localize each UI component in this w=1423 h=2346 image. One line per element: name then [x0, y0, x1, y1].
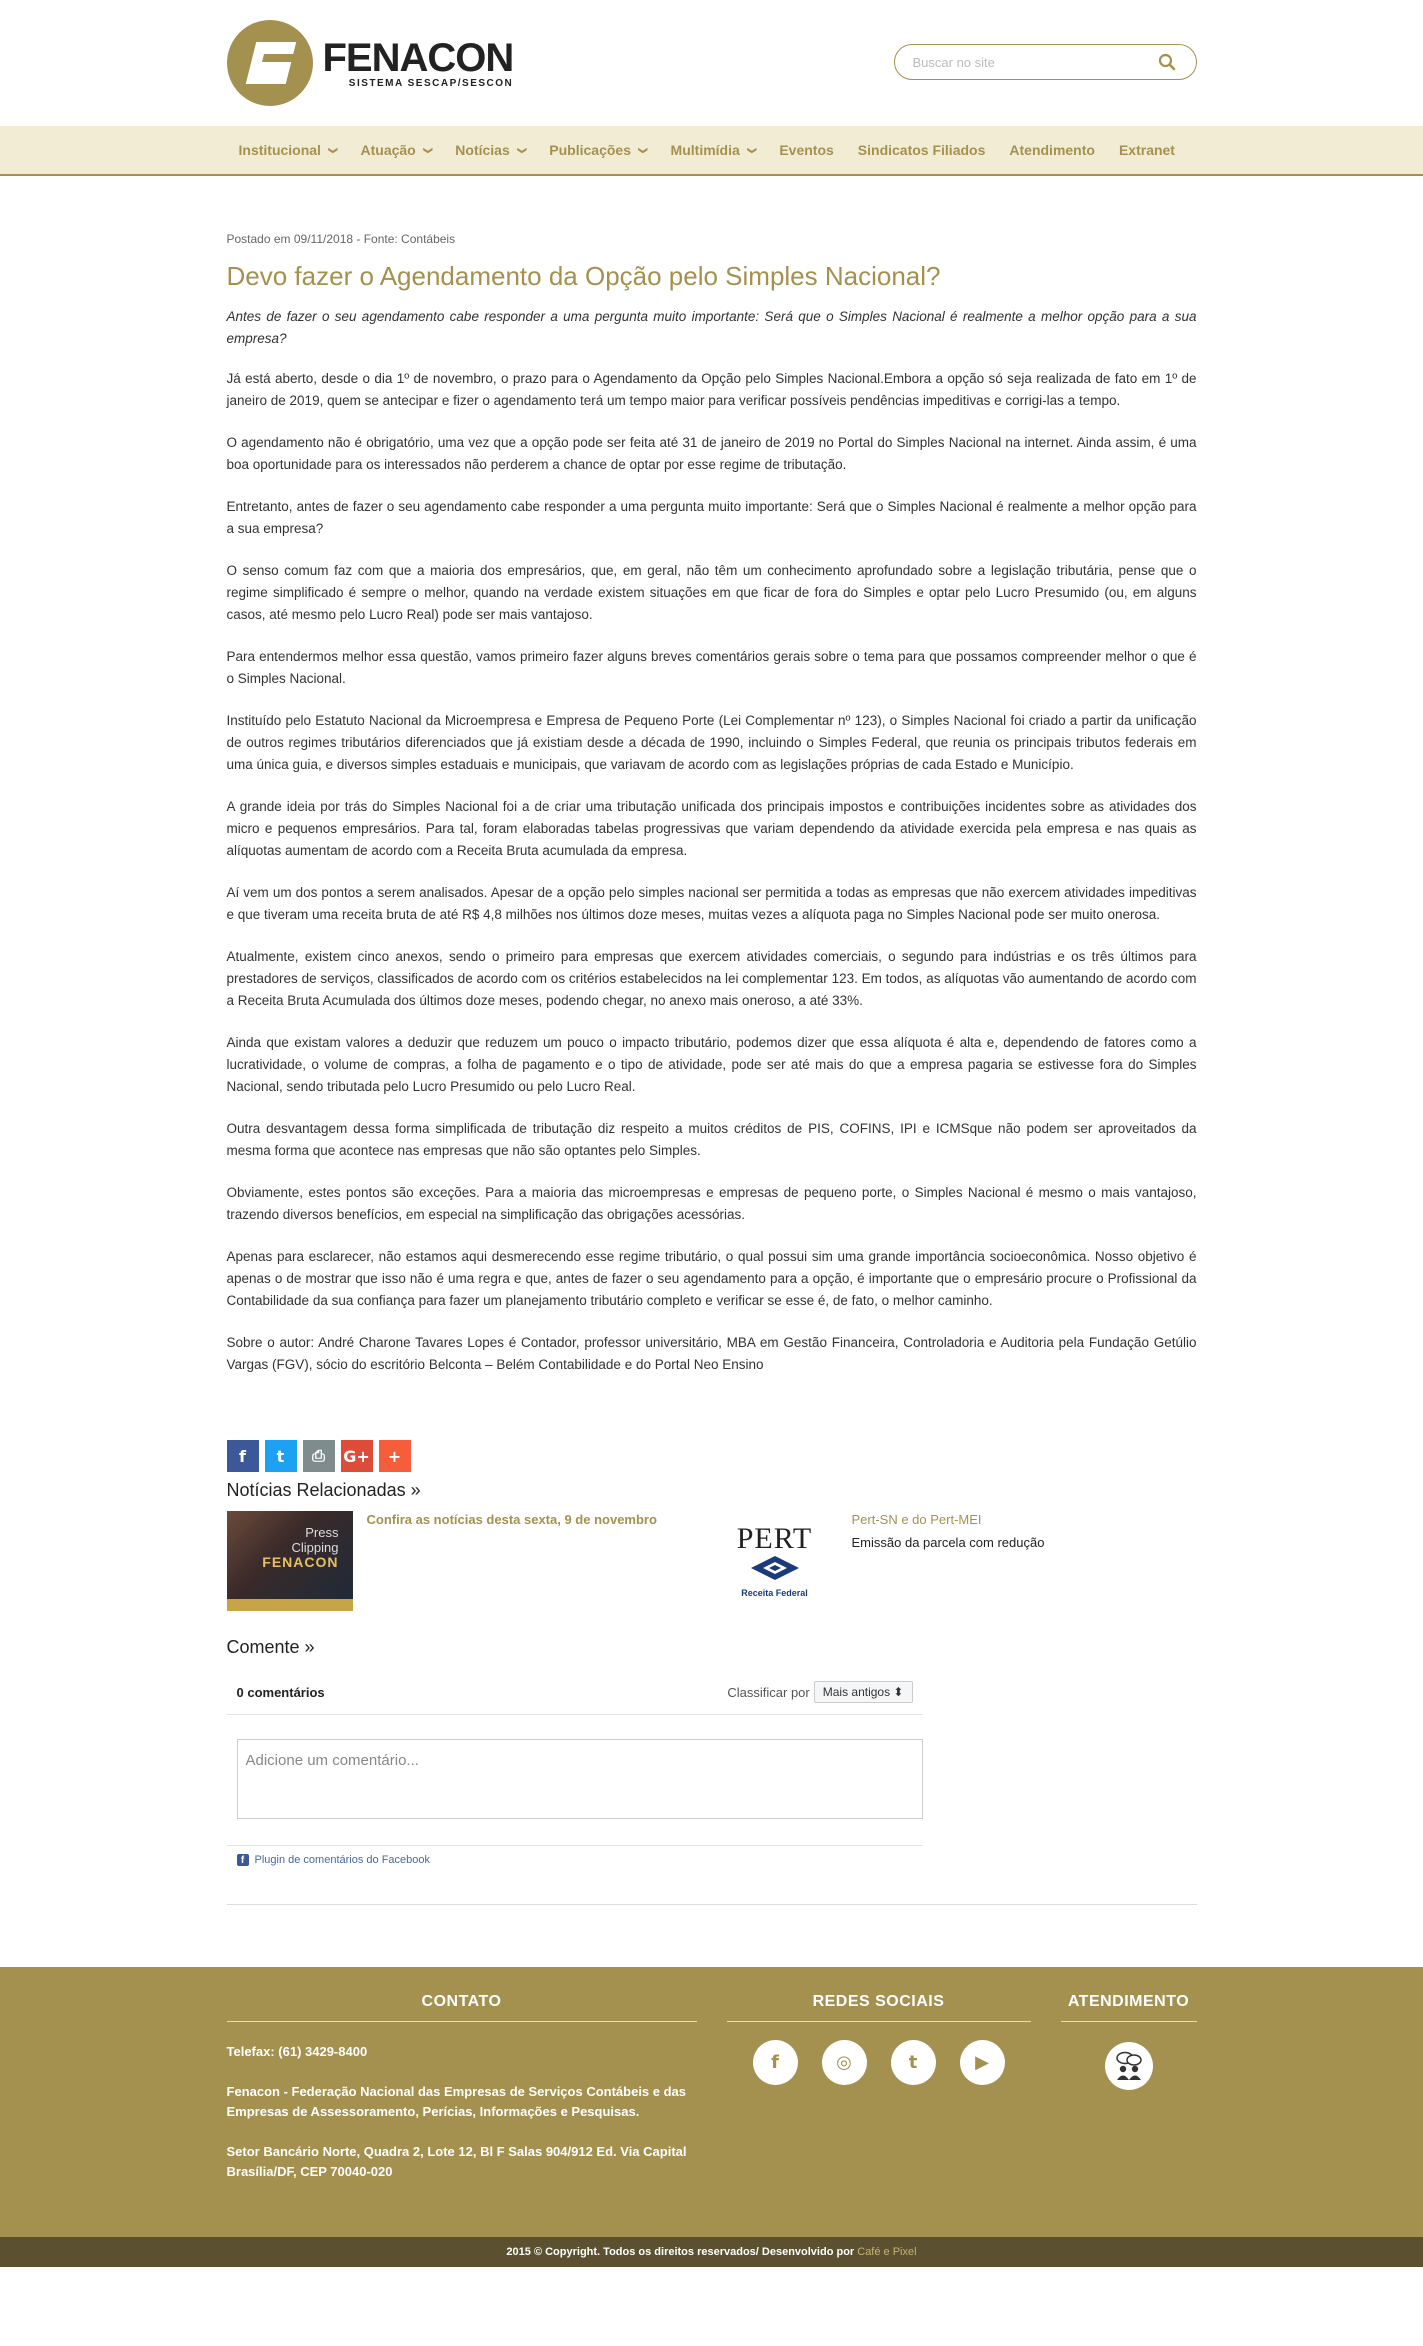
related-link[interactable]: Pert-SN e do Pert-MEI	[851, 1512, 982, 1527]
nav-item-atendimento[interactable]	[997, 126, 1107, 174]
nav-list	[227, 126, 1197, 174]
article-paragraph: Sobre o autor: André Charone Tavares Lopes é Contador, professor universitário, MBA em Gestão Financeira, Controladoria e Auditoria pela Fundação Getúlio Vargas (FGV), sócio do escritório Belconta – Belém Contabilidade e do Portal Neo Ensino	[226, 1335, 1197, 1372]
footer-atendimento	[1061, 1993, 1197, 2202]
article-paragraph: Entretanto, antes de fazer o seu agendamento cabe responder a uma pergunta muito importante: Será que o Simples Nacional é realmente a melhor opção para a sua empresa?	[226, 499, 1197, 536]
article-paragraph: A grande ideia por trás do Simples Nacional foi a de criar uma tributação unificada dos principais impostos e contribuições incidentes sobre as atividades dos micro e pequenos empresários. Para tal, foram elaboradas tabelas progressivas que variam dependendo da atividade exercida pela empresa e nas quais as alíquotas aumentam de acordo com a Receita Bruta acumulada da empresa.	[226, 799, 1197, 858]
facebook-icon[interactable]: f	[753, 2040, 798, 2085]
nav-item-label: Extranet	[1118, 142, 1175, 158]
facebook-icon: f	[237, 1854, 249, 1866]
related-desc: Emissão da parcela com redução	[851, 1535, 1045, 1550]
nav-item-label: Atuação	[360, 142, 416, 158]
nav-item-label: Sindicatos Filiados	[857, 142, 986, 158]
logo-subtitle: SISTEMA SESCAP/SESCON	[348, 77, 514, 89]
receita-federal-logo-icon	[747, 1554, 803, 1584]
article-paragraph: Aí vem um dos pontos a serem analisados. Apesar de a opção pelo simples nacional ser permitida a todas as empresas que não exercem atividades impeditivas e que tiveram uma receita bruta de até R$ 4,8 milhões nos últimos doze meses, muitas vezes a alíquota paga no Simples Nacional pode ser muito onerosa.	[226, 885, 1197, 922]
thumb-text: Press	[305, 1525, 339, 1540]
article-paragraph: Já está aberto, desde o dia 1º de novembro, o prazo para o Agendamento da Opção pelo Simples Nacional.Embora a opção só seja realizada de fato em 1º de janeiro de 2019, quem se antecipar e fizer o agendamento terá um tempo maior para verificar possíveis pendências impeditivas e corrigi-las a tempo.	[226, 371, 1197, 408]
article-paragraph: Instituído pelo Estatuto Nacional da Microempresa e Empresa de Pequeno Porte (Lei Complementar nº 123), o Simples Nacional foi criado a partir da unificação de outros regimes tributários diferenciados que já existiam desde a década de 1990, incluindo o Simples Federal, que reunia os principais tributos federais em uma única guia, e diversos simples estaduais e municipais, que variavam de acordo com as legislações próprias de cada Estado e Município.	[226, 713, 1197, 772]
nav-item-label: Notícias	[455, 142, 510, 158]
support-chat-icon[interactable]	[1105, 2042, 1153, 2090]
thumb-text: PERT	[736, 1522, 813, 1555]
article	[227, 176, 1197, 1905]
site-header	[227, 0, 1197, 126]
article-paragraph: Apenas para esclarecer, não estamos aqui desmerecendo esse regime tributário, o qual possui sim uma grande importância socioeconômica. Nosso objetivo é apenas o de mostrar que isso não é uma regra e que, antes de fazer o seu agendamento para a opção, é importante que o empresário procure o Profissional da Contabilidade da sua confiança para fazer um planejamento tributário completo e verificar se esse é, de fato, o melhor caminho.	[226, 1249, 1197, 1308]
copyright-text: 2015 © Copyright. Todos os direitos reservados/ Desenvolvido por	[506, 2246, 858, 2258]
thumb-text: FENACON	[262, 1554, 339, 1570]
main-nav	[0, 126, 1423, 176]
fenacon-logo[interactable]	[227, 20, 514, 106]
twitter-icon[interactable]: t	[265, 1440, 297, 1472]
nav-item-label: Atendimento	[1009, 142, 1095, 158]
share-bar	[227, 1440, 1197, 1472]
thumb-text: Receita Federal	[741, 1588, 808, 1598]
comment-count: 0 comentários	[236, 1684, 325, 1700]
related-item[interactable]	[712, 1511, 1197, 1611]
article-paragraph: O agendamento não é obrigatório, uma vez que a opção pode ser feita até 31 de janeiro de 2019 no Portal do Simples Nacional na internet. Ainda assim, é uma boa oportunidade para os interessados não perderem a chance de optar por esse regime de tributação.	[226, 435, 1197, 472]
sort-select[interactable]: Mais antigos ⬍	[814, 1681, 913, 1703]
article-paragraph: Ainda que existam valores a deduzir que reduzem um pouco o impacto tributário, podemos dizer que essa alíquota é alta e, dependendo de fatores como a lucratividade, o volume de compras, a folha de pagamento e o tipo de atividade, pode ser até mais do que a empresa pagaria se estivesse fora do Simples Nacional, sendo tributada pelo Lucro Presumido ou pelo Lucro Real.	[226, 1035, 1197, 1094]
youtube-icon[interactable]: ▶	[960, 2040, 1005, 2085]
print-icon[interactable]: ⎙	[303, 1440, 335, 1472]
article-title: Devo fazer o Agendamento da Opção pelo Simples Nacional?	[226, 261, 941, 291]
logo-mark-icon	[227, 20, 313, 106]
facebook-plugin-link[interactable]: Plugin de comentários do Facebook	[254, 1854, 430, 1866]
chevron-down-icon: ❯	[423, 146, 434, 154]
chevron-down-icon: ❯	[328, 146, 339, 154]
facebook-comments	[227, 1678, 923, 1874]
article-paragraph: Outra desvantagem dessa forma simplificada de tributação diz respeito a muitos créditos de PIS, COFINS, IPI e ICMSque não podem ser aproveitados da mesma forma que acontece nas empresas que não são optantes pelo Simples.	[226, 1121, 1197, 1158]
developer-link[interactable]: Café e Pixel	[857, 2246, 917, 2258]
article-body	[227, 368, 1197, 1376]
press-clipping-thumbnail[interactable]	[227, 1511, 353, 1611]
footer-social-title: REDES SOCIAIS	[727, 1993, 1031, 2022]
google-plus-icon[interactable]: G+	[341, 1440, 373, 1472]
copyright-bar	[0, 2237, 1423, 2267]
related-item[interactable]	[227, 1511, 712, 1611]
facebook-icon[interactable]: f	[227, 1440, 259, 1472]
post-meta: Postado em 09/11/2018 - Fonte: Contábeis	[226, 232, 456, 246]
site-footer	[0, 1967, 1423, 2237]
chevron-down-icon: ❯	[517, 146, 528, 154]
nav-item-institucional[interactable]	[227, 126, 349, 174]
article-paragraph: O senso comum faz com que a maioria dos empresários, que, em geral, não têm um conhecimento aprofundado sobre a legislação tributária, pense que o regime simplificado é sempre o melhor, quando na verdade existem situações em que ficar de fora do Simples e optar pelo Lucro Presumido (ou, em alguns casos, até mesmo pelo Lucro Real) pode ser mais vantajoso.	[226, 563, 1197, 622]
search-icon[interactable]	[1156, 51, 1178, 73]
nav-item-publica-es[interactable]	[537, 126, 658, 174]
nav-item-label: Eventos	[779, 142, 834, 158]
footer-atendimento-title: ATENDIMENTO	[1061, 1993, 1197, 2022]
search-input[interactable]	[913, 55, 1156, 70]
article-paragraph: Obviamente, estes pontos são exceções. Para a maioria das microempresas e empresas de pequeno porte, o Simples Nacional é mesmo o mais vantajoso, trazendo diversos benefícios, em especial na simplificação das obrigações acessórias.	[226, 1185, 1197, 1222]
nav-item-label: Publicações	[549, 142, 631, 158]
comment-title: Comente »	[226, 1637, 315, 1657]
nav-item-atua-o[interactable]	[349, 126, 444, 174]
footer-org: Fenacon - Federação Nacional das Empresas de Serviços Contábeis e das Empresas de Assessoramento, Perícias, Informações e Pesquisas.	[226, 2084, 687, 2119]
nav-item-multim-dia[interactable]	[659, 126, 768, 174]
nav-item-label: Multimídia	[670, 142, 740, 158]
nav-item-sindicatos-filiados[interactable]	[846, 126, 998, 174]
nav-item-eventos[interactable]	[767, 126, 845, 174]
footer-phone: Telefax: (61) 3429-8400	[226, 2044, 368, 2059]
comment-input[interactable]: Adicione um comentário...	[237, 1739, 923, 1819]
pert-thumbnail[interactable]	[712, 1511, 838, 1611]
more-icon[interactable]: +	[379, 1440, 411, 1472]
thumb-text: Clipping	[291, 1540, 339, 1555]
chevron-down-icon: ❯	[638, 146, 649, 154]
related-news	[227, 1511, 1197, 1611]
footer-contact	[227, 1993, 697, 2202]
related-news-title[interactable]: Notícias Relacionadas »	[226, 1480, 421, 1500]
chevron-down-icon: ❯	[747, 146, 758, 154]
nav-item-not-cias[interactable]	[443, 126, 537, 174]
sort-label: Classificar por	[727, 1684, 810, 1700]
search-box	[894, 44, 1197, 80]
footer-address: Setor Bancário Norte, Quadra 2, Lote 12, Bl F Salas 904/912 Ed. Via Capital Brasília/DF, CEP 70040-020	[226, 2144, 687, 2179]
article-lead: Antes de fazer o seu agendamento cabe responder a uma pergunta muito importante: Será que o Simples Nacional é realmente a melhor opção para a sua empresa?	[226, 309, 1197, 346]
footer-contact-title: CONTATO	[227, 1993, 697, 2022]
article-paragraph: Atualmente, existem cinco anexos, sendo o primeiro para empresas que exercem atividades comerciais, o segundo para indústrias e os três últimos para prestadores de serviços, classificados de acordo com os critérios estabelecidos na lei complementar 123. Em todos, as alíquotas vão aumentando de acordo com a Receita Bruta Acumulada dos últimos doze meses, podendo chegar, no anexo mais oneroso, a até 33%.	[226, 949, 1197, 1008]
nav-item-label: Institucional	[238, 142, 321, 158]
related-link[interactable]: Confira as notícias desta sexta, 9 de novembro	[366, 1512, 657, 1527]
article-paragraph: Para entendermos melhor essa questão, vamos primeiro fazer alguns breves comentários gerais sobre o tema para que possamos compreender melhor o que é o Simples Nacional.	[226, 649, 1197, 686]
social-links	[727, 2040, 1031, 2085]
instagram-icon[interactable]: ◎	[822, 2040, 867, 2085]
nav-item-extranet[interactable]	[1107, 126, 1187, 174]
footer-social	[727, 1993, 1031, 2202]
logo-name: FENACON	[322, 35, 514, 80]
twitter-icon[interactable]: t	[891, 2040, 936, 2085]
